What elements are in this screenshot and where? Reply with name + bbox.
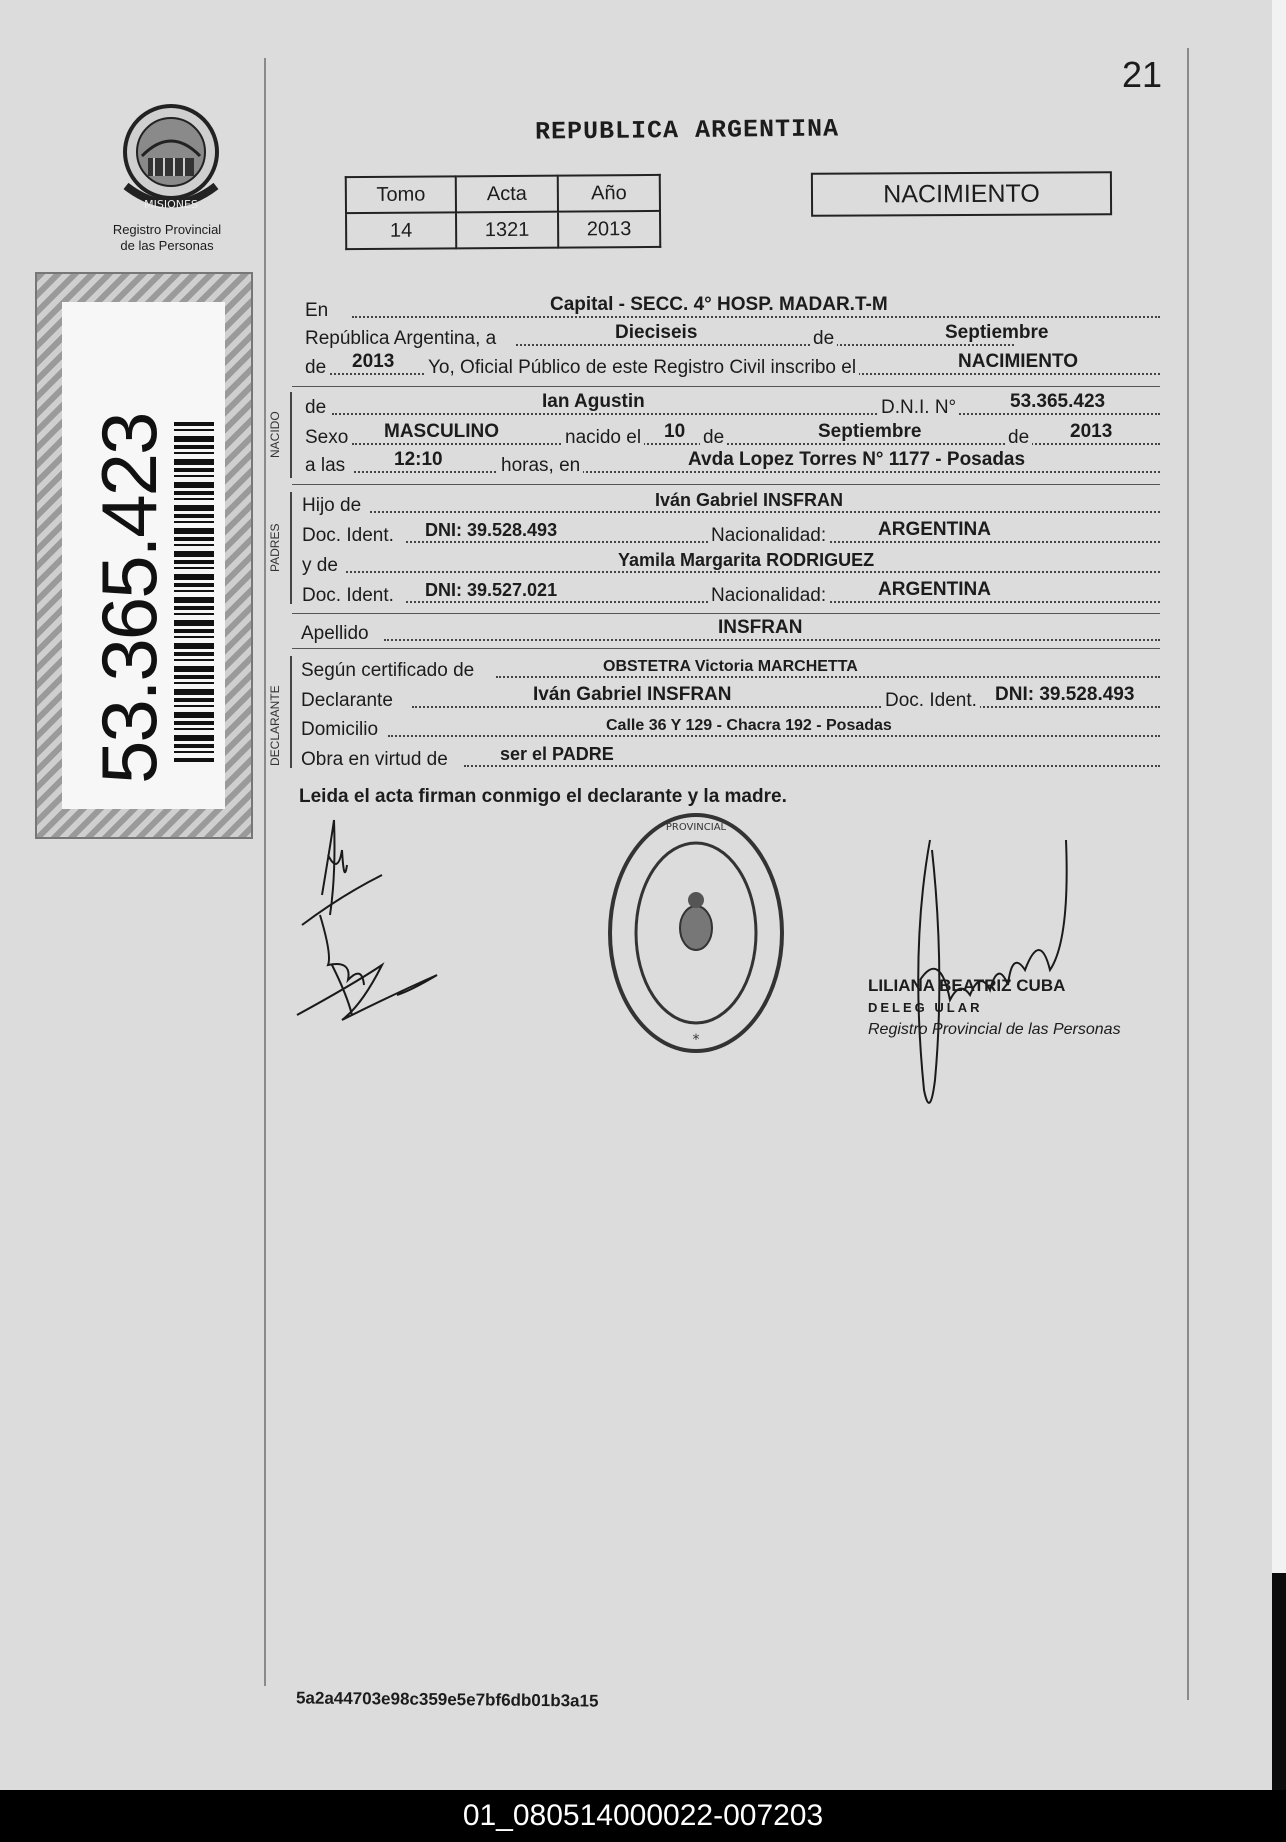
svg-text:PROVINCIAL: PROVINCIAL — [665, 822, 727, 833]
label-segun-certificado: Según certificado de — [301, 660, 475, 681]
value-madre-nac: ARGENTINA — [878, 579, 991, 600]
row-declarante — [300, 686, 1160, 712]
dotted-line — [384, 639, 1160, 641]
section-bracket — [290, 392, 292, 478]
scan-filename: 01_080514000022-007203 — [462, 1799, 824, 1832]
dotted-line — [516, 344, 1014, 346]
label-nacido-el: nacido el — [562, 427, 644, 449]
row-padre — [300, 491, 1160, 517]
declarant-signature — [292, 815, 442, 1030]
value-padre: Iván Gabriel INSFRAN — [655, 490, 844, 510]
official-registry: Registro Provincial de las Personas — [868, 1021, 1121, 1038]
svg-text:*: * — [692, 1032, 700, 1048]
row-lugar — [300, 296, 1160, 322]
label-nacionalidad-madre: Nacionalidad: — [708, 585, 829, 607]
value-mes-nac: Septiembre — [818, 421, 922, 442]
scan-edge — [1272, 0, 1286, 1790]
record-table — [345, 174, 662, 250]
label-obra: Obra en virtud de — [301, 749, 448, 770]
official-stamp — [868, 975, 1121, 1041]
value-madre-doc: DNI: 39.527.021 — [425, 580, 558, 600]
value-padre-doc: DNI: 39.528.493 — [425, 520, 558, 540]
dotted-line — [388, 735, 1160, 737]
dotted-line — [332, 413, 1160, 415]
record-header-tomo: Tomo — [346, 176, 456, 213]
value-domicilio: Calle 36 Y 129 - Chacra 192 - Posadas — [606, 717, 892, 734]
label-doc-ident-padre: Doc. Ident. — [302, 525, 394, 546]
value-apellido: INSFRAN — [718, 617, 803, 638]
document-hash: 5a2a44703e98c359e5e7bf6db01b3a15 — [295, 1688, 599, 1711]
row-domicilio — [300, 715, 1160, 741]
record-value-acta: 1321 — [456, 212, 558, 249]
row-apellido — [300, 619, 1160, 645]
label-a-las: a las — [305, 455, 346, 476]
label-sexo: Sexo — [305, 427, 349, 448]
value-declarante: Iván Gabriel INSFRAN — [533, 684, 732, 705]
label-hijo-de: Hijo de — [302, 495, 362, 516]
label-domicilio: Domicilio — [301, 719, 379, 740]
left-margin-rule — [264, 58, 266, 1686]
barcode-number: 53.365.423 — [85, 413, 173, 784]
label-declarante: Declarante — [301, 690, 393, 711]
document-title: REPUBLICA ARGENTINA — [534, 114, 840, 147]
value-lugar: Capital - SECC. 4° HOSP. MADAR.T-M — [550, 294, 888, 315]
value-dia-letras: Dieciseis — [615, 322, 698, 343]
dotted-line — [346, 571, 1160, 573]
scan-edge-dark — [1272, 1573, 1286, 1790]
registry-seal — [604, 808, 788, 1058]
row-obra — [300, 745, 1160, 771]
value-tipo: NACIMIENTO — [958, 351, 1078, 372]
dotted-line — [352, 316, 1160, 318]
label-apellido: Apellido — [301, 623, 369, 644]
label-doc-ident-declarante: Doc. Ident. — [882, 690, 980, 712]
label-dni-no: D.N.I. N° — [878, 397, 959, 419]
record-header-anio: Año — [558, 175, 660, 212]
row-padre-doc — [300, 521, 1160, 547]
label-de-anio: de — [305, 357, 327, 378]
label-de-mes: de — [810, 328, 837, 350]
provincia-de-misiones-crest-icon — [118, 96, 224, 218]
value-mes: Septiembre — [945, 322, 1049, 343]
value-lugar-nac: Avda Lopez Torres N° 1177 - Posadas — [688, 449, 1026, 470]
value-nombre: Ian Agustin — [542, 391, 645, 412]
row-inscripcion — [300, 353, 1160, 379]
label-de-mes-nac: de — [700, 427, 727, 449]
dotted-line — [412, 706, 1160, 708]
section-padres-label: PADRES — [268, 523, 282, 572]
value-dni: 53.365.423 — [1010, 391, 1106, 412]
divider — [292, 648, 1160, 649]
svg-text:MISIONES: MISIONES — [144, 198, 198, 211]
label-de-anio-nac: de — [1005, 427, 1032, 449]
barcode-icon — [174, 422, 214, 762]
divider — [292, 484, 1160, 485]
section-bracket — [290, 656, 292, 768]
record-type-box: NACIMIENTO — [811, 171, 1112, 217]
row-madre — [300, 551, 1160, 577]
value-declarante-doc: DNI: 39.528.493 — [995, 684, 1135, 705]
closing-statement: Leida el acta firman conmigo el declarante y la madre. — [299, 786, 787, 807]
value-madre: Yamila Margarita RODRIGUEZ — [618, 550, 875, 570]
divider — [292, 613, 1160, 614]
label-nacionalidad-padre: Nacionalidad: — [708, 525, 829, 547]
barcode-sticker — [35, 272, 253, 839]
row-hora — [300, 451, 1160, 477]
value-certificado: OBSTETRA Victoria MARCHETTA — [603, 658, 858, 675]
official-name: LILIANA BEATRIZ CUBA — [868, 976, 1066, 995]
dotted-line — [370, 511, 1160, 513]
page-number: 21 — [1122, 54, 1163, 95]
row-certificado — [300, 656, 1160, 682]
value-sexo: MASCULINO — [384, 421, 500, 442]
value-anio: 2013 — [352, 351, 395, 372]
label-nacido-de: de — [305, 397, 327, 418]
barcode-sticker-inner — [62, 302, 225, 809]
dotted-line — [354, 471, 1160, 473]
label-en: En — [305, 300, 329, 321]
label-y-de: y de — [302, 555, 338, 576]
registry-name-line1: Registro Provincial — [112, 222, 222, 237]
dotted-line — [496, 676, 1160, 678]
row-sexo — [300, 423, 1160, 449]
section-bracket — [290, 492, 292, 604]
value-anio-nac: 2013 — [1070, 421, 1113, 442]
row-madre-doc — [300, 581, 1160, 607]
value-obra: ser el PADRE — [500, 744, 614, 764]
record-value-anio: 2013 — [558, 211, 660, 248]
official-title: DELEG ULAR — [868, 1000, 983, 1015]
value-hora: 12:10 — [394, 449, 443, 470]
section-declarante-label: DECLARANTE — [268, 685, 282, 766]
value-dia-nac: 10 — [664, 421, 686, 442]
divider — [292, 386, 1160, 387]
scan-filename-bar — [0, 1790, 1286, 1842]
row-nombre — [300, 393, 1160, 419]
dotted-line — [352, 443, 1160, 445]
registry-name-line2: de las Personas — [120, 238, 214, 253]
label-yo-oficial: Yo, Oficial Público de este Registro Civil inscribo el — [425, 357, 859, 379]
label-horas-en: horas, en — [498, 455, 583, 477]
value-padre-nac: ARGENTINA — [878, 519, 991, 540]
section-nacido-label: NACIDO — [268, 411, 282, 458]
label-republica: República Argentina, a — [305, 328, 497, 349]
dotted-line — [464, 765, 1160, 767]
right-margin-rule — [1187, 48, 1189, 1700]
record-header-acta: Acta — [456, 176, 558, 213]
registry-name — [92, 222, 242, 254]
record-value-tomo: 14 — [346, 212, 456, 249]
row-fecha — [300, 324, 1160, 350]
label-doc-ident-madre: Doc. Ident. — [302, 585, 394, 606]
